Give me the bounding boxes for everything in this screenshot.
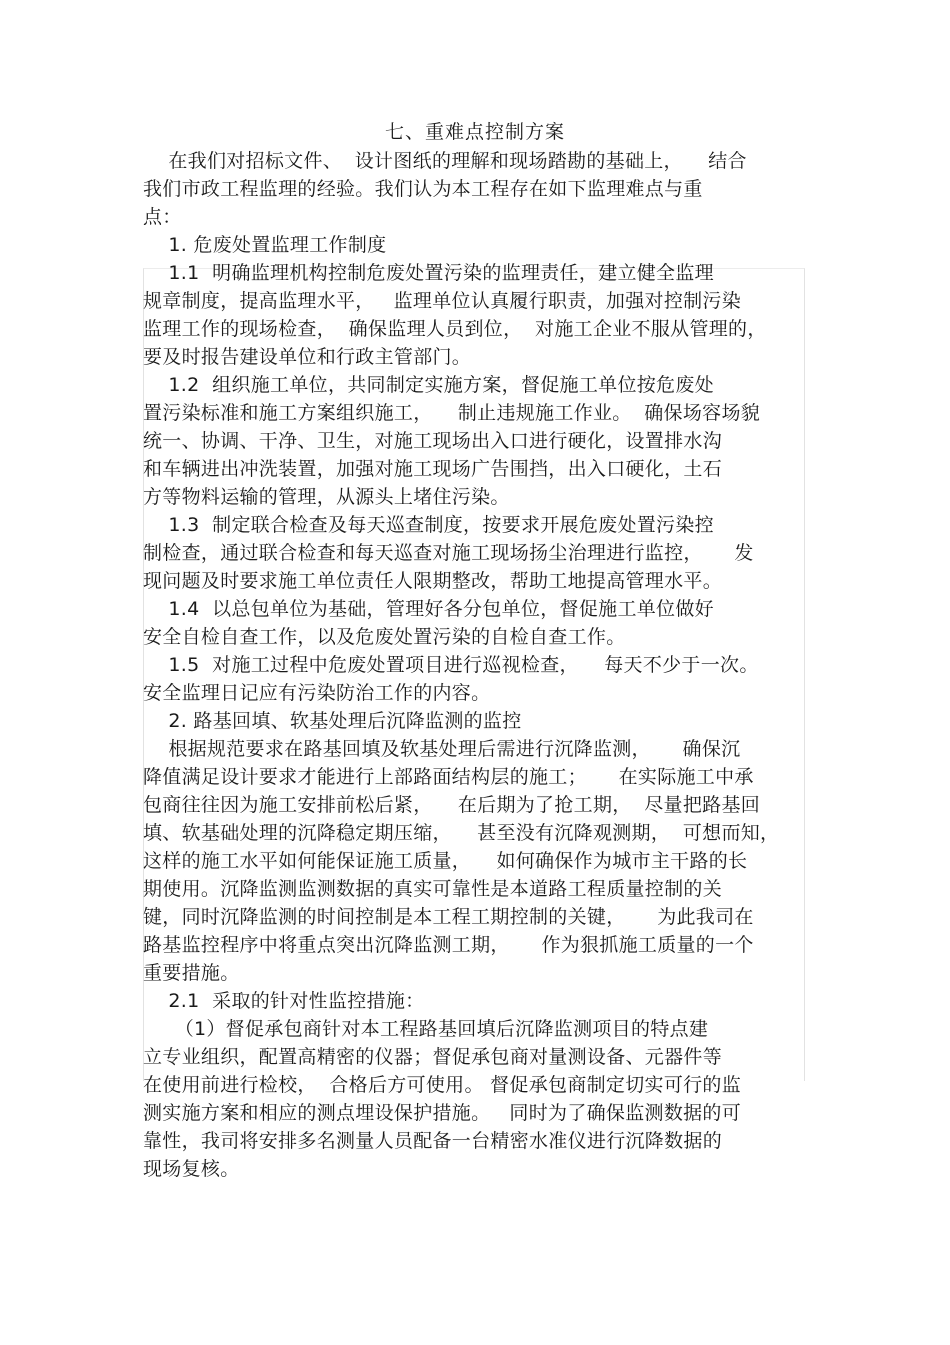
text-line: 规章制度，提高监理水平， 监理单位认真履行职责，加强对控制污染	[143, 290, 742, 312]
text-line: 降值满足设计要求才能进行上部路面结构层的施工； 在实际施工中承	[143, 766, 754, 788]
text-line: 测实施方案和相应的测点埋设保护措施。 同时为了确保监测数据的可	[143, 1102, 742, 1124]
text-line: 填、软基础处理的沉降稳定期压缩， 甚至没有沉降观测期， 可想而知，	[143, 822, 780, 844]
text-line: 键，同时沉降监测的时间控制是本工程工期控制的关键， 为此我司在	[143, 906, 754, 928]
text-line: 要及时报告建设单位和行政主管部门。	[143, 346, 472, 368]
text-line: 重要措施。	[143, 962, 240, 984]
text-line: 1.2 组织施工单位，共同制定实施方案，督促施工单位按危废处	[143, 374, 714, 396]
text-line: 立专业组织，配置高精密的仪器；督促承包商对量测设备、元器件等	[143, 1046, 723, 1068]
text-line: 1.4 以总包单位为基础，管理好各分包单位，督促施工单位做好	[143, 598, 714, 620]
text-line: 在使用前进行检校， 合格后方可使用。 督促承包商制定切实可行的监	[143, 1074, 742, 1096]
text-line: 监理工作的现场检查， 确保监理人员到位， 对施工企业不服从管理的，	[143, 318, 767, 340]
text-line: 1.1 明确监理机构控制危废处置污染的监理责任，建立健全监理	[143, 262, 714, 284]
text-line: 安全自检自查工作，以及危废处置污染的自检自查工作。	[143, 626, 626, 648]
text-line: 现场复核。	[143, 1158, 240, 1180]
text-line: 置污染标准和施工方案组织施工， 制止违规施工作业。 确保场容场貌	[143, 402, 761, 424]
text-line: 包商往往因为施工安排前松后紧， 在后期为了抢工期， 尽量把路基回	[143, 794, 761, 816]
text-line: 制检查，通过联合检查和每天巡查对施工现场扬尘治理进行监控， 发	[143, 542, 754, 564]
text-line: 我们市政工程监理的经验。我们认为本工程存在如下监理难点与重	[143, 178, 703, 200]
text-line: 1.5 对施工过程中危废处置项目进行巡视检查， 每天不少于一次。	[143, 654, 759, 676]
text-line: 在我们对招标文件、 设计图纸的理解和现场踏勘的基础上， 结合	[143, 150, 747, 172]
text-line: 2.1 采取的针对性监控措施：	[143, 990, 425, 1012]
text-line: 靠性，我司将安排多名测量人员配备一台精密水准仪进行沉降数据的	[143, 1130, 723, 1152]
text-line: 和车辆进出冲洗装置，加强对施工现场广告围挡，出入口硬化，土石	[143, 458, 723, 480]
section-title: 七、重难点控制方案	[384, 121, 565, 143]
text-line: 现问题及时要求施工单位责任人限期整改，帮助工地提高管理水平。	[143, 570, 723, 592]
text-line: 安全监理日记应有污染防治工作的内容。	[143, 682, 491, 704]
text-line: （1）督促承包商针对本工程路基回填后沉降监测项目的特点建	[143, 1018, 709, 1040]
text-line: 这样的施工水平如何能保证施工质量， 如何确保作为城市主干路的长	[143, 850, 748, 872]
text-line: 根据规范要求在路基回填及软基处理后需进行沉降监测， 确保沉	[143, 738, 741, 760]
text-line: 1.3 制定联合检查及每天巡查制度，按要求开展危废处置污染控	[143, 514, 714, 536]
text-line: 路基监控程序中将重点突出沉降监测工期， 作为狠抓施工质量的一个	[143, 934, 754, 956]
text-line: 1. 危废处置监理工作制度	[143, 234, 387, 256]
text-line: 统一、协调、干净、卫生，对施工现场出入口进行硬化，设置排水沟	[143, 430, 723, 452]
text-line: 期使用。沉降监测监测数据的真实可靠性是本道路工程质量控制的关	[143, 878, 723, 900]
text-line: 2. 路基回填、软基处理后沉降监测的监控	[143, 710, 522, 732]
text-line: 方等物料运输的管理，从源头上堵住污染。	[143, 486, 510, 508]
text-line: 点：	[143, 206, 182, 228]
